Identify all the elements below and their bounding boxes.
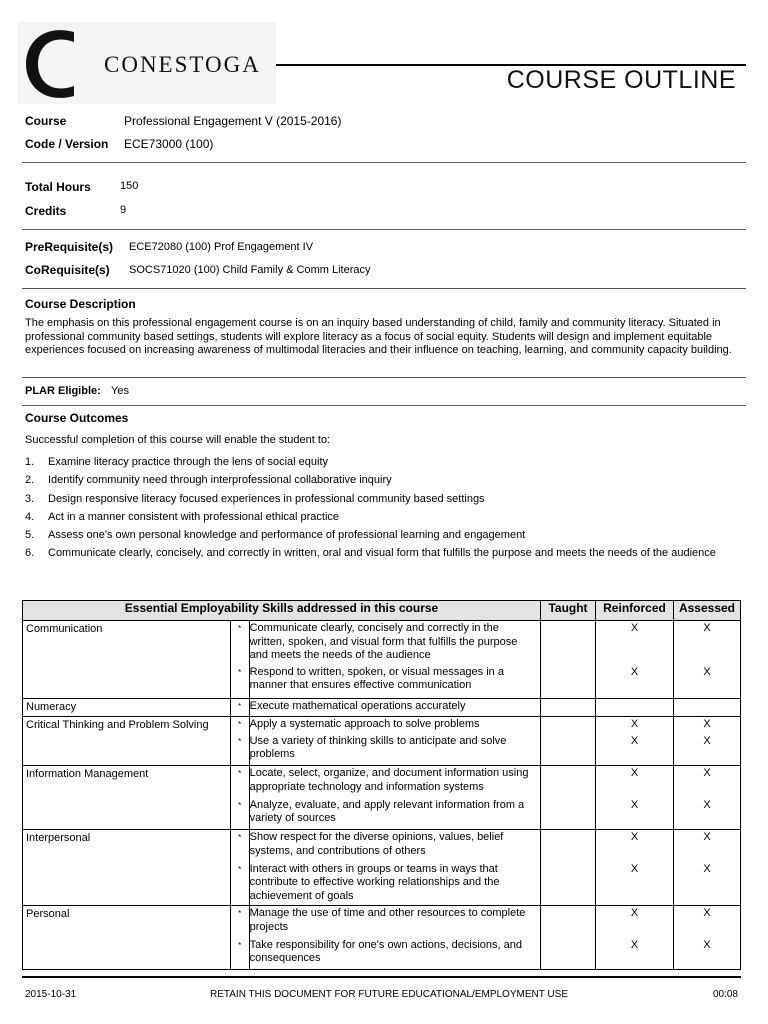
reinforced-mark bbox=[596, 699, 674, 717]
reinforced-mark: X bbox=[596, 717, 674, 734]
item-text: Assess one's own personal knowledge and performance of professional learning and engagement bbox=[48, 529, 526, 542]
assessed-mark: X bbox=[673, 798, 740, 830]
assessed-mark: X bbox=[673, 766, 740, 798]
bullet: * bbox=[230, 830, 249, 862]
taught-mark bbox=[541, 621, 596, 665]
skill-text: Manage the use of time and other resources to complete projects bbox=[249, 906, 540, 938]
course-value: Professional Engagement V (2015-2016) bbox=[124, 114, 342, 128]
list-item bbox=[25, 474, 735, 487]
item-text: Identify community need through interprofessional collaborative inquiry bbox=[48, 474, 392, 487]
reinforced-mark: X bbox=[596, 862, 674, 906]
table-row bbox=[23, 717, 741, 734]
assessed-mark: X bbox=[673, 862, 740, 906]
bullet: * bbox=[230, 665, 249, 699]
outcomes-list bbox=[25, 456, 735, 566]
taught-mark bbox=[541, 766, 596, 798]
assessed-mark: X bbox=[673, 621, 740, 665]
footer-rule bbox=[22, 976, 741, 978]
bullet: * bbox=[230, 766, 249, 798]
course-outcomes-heading: Course Outcomes bbox=[25, 411, 129, 425]
conestoga-logo bbox=[18, 22, 276, 104]
reinforced-mark: X bbox=[596, 798, 674, 830]
assessed-mark: X bbox=[673, 906, 740, 938]
skill-text: Respond to written, spoken, or visual messages in a manner that ensures effective communication bbox=[249, 665, 540, 699]
taught-mark bbox=[541, 830, 596, 862]
bullet: * bbox=[230, 699, 249, 717]
item-number: 5. bbox=[25, 529, 35, 542]
skills-column-header: Essential Employability Skills addressed in this course bbox=[23, 601, 541, 621]
divider bbox=[22, 377, 746, 378]
item-number: 4. bbox=[25, 510, 35, 523]
logo-text: CONESTOGA bbox=[104, 52, 261, 77]
course-description-text: The emphasis on this professional engagement course is on an inquiry based understanding of child, family and community literacy. Situated in professional community based settings, students will explore literacy as a focus of social equity. Students will design and implement equitable experiences focused on increasing awareness of multimodal literacies and their influence on teaching, learning, and community capacity building. bbox=[25, 317, 732, 356]
skill-area: Interpersonal bbox=[23, 830, 231, 906]
employability-skills-table bbox=[22, 600, 741, 970]
taught-mark bbox=[541, 798, 596, 830]
assessed-mark: X bbox=[673, 665, 740, 699]
reinforced-mark: X bbox=[596, 906, 674, 938]
skill-area: Information Management bbox=[23, 766, 231, 830]
item-text: Examine literacy practice through the lens of social equity bbox=[48, 456, 329, 468]
code-label: Code / Version bbox=[25, 137, 109, 151]
table-row bbox=[23, 621, 741, 665]
list-item bbox=[25, 547, 735, 560]
prerequisite-label: PreRequisite(s) bbox=[25, 240, 114, 254]
footer-time: 00:08 bbox=[712, 989, 738, 1000]
logo-c-icon bbox=[24, 28, 78, 100]
skill-text: Analyze, evaluate, and apply relevant information from a variety of sources bbox=[249, 798, 540, 830]
total-hours-label: Total Hours bbox=[25, 180, 91, 194]
assessed-column-header: Assessed bbox=[673, 601, 740, 621]
item-text: Communicate clearly, concisely, and correctly in written, oral and visual form that fulfills the purpose and meets the needs of the audience bbox=[48, 547, 716, 560]
assessed-mark: X bbox=[673, 734, 740, 766]
reinforced-mark: X bbox=[596, 830, 674, 862]
skill-text: Execute mathematical operations accurately bbox=[249, 699, 540, 717]
taught-mark bbox=[541, 665, 596, 699]
reinforced-mark: X bbox=[596, 734, 674, 766]
divider bbox=[22, 288, 746, 289]
plar-value: Yes bbox=[111, 385, 129, 397]
skill-area: Communication bbox=[23, 621, 231, 699]
item-text: Act in a manner consistent with professional ethical practice bbox=[48, 510, 340, 523]
credits-label: Credits bbox=[25, 204, 67, 218]
outcomes-intro: Successful completion of this course will enable the student to: bbox=[25, 434, 331, 446]
skill-text: Apply a systematic approach to solve problems bbox=[249, 717, 540, 734]
reinforced-mark: X bbox=[596, 665, 674, 699]
taught-mark bbox=[541, 699, 596, 717]
skill-text: Communicate clearly, concisely and correctly in the written, spoken, and visual form that fulfills the purpose and meets the needs of the audience bbox=[249, 621, 540, 665]
skill-area: Critical Thinking and Problem Solving bbox=[23, 717, 231, 766]
reinforced-mark: X bbox=[596, 938, 674, 970]
item-number: 1. bbox=[25, 456, 35, 468]
item-number: 2. bbox=[25, 474, 35, 487]
bullet: * bbox=[230, 717, 249, 734]
list-item bbox=[25, 529, 735, 542]
table-row bbox=[23, 699, 741, 717]
taught-mark bbox=[541, 734, 596, 766]
code-value: ECE73000 (100) bbox=[124, 137, 214, 151]
table-row bbox=[23, 830, 741, 862]
table-row bbox=[23, 766, 741, 798]
assessed-mark: X bbox=[673, 938, 740, 970]
item-text: Design responsive literacy focused experiences in professional community based settings bbox=[48, 492, 485, 505]
reinforced-mark: X bbox=[596, 621, 674, 665]
course-description-heading: Course Description bbox=[25, 297, 136, 311]
bullet: * bbox=[230, 938, 249, 970]
skill-area: Numeracy bbox=[23, 699, 231, 717]
item-number: 3. bbox=[25, 492, 35, 505]
prerequisite-value: ECE72080 (100) Prof Engagement IV bbox=[129, 241, 314, 253]
divider bbox=[22, 162, 746, 163]
table-header-row bbox=[23, 601, 741, 621]
corequisite-label: CoRequisite(s) bbox=[25, 263, 110, 277]
taught-mark bbox=[541, 938, 596, 970]
assessed-mark bbox=[673, 699, 740, 717]
skill-text: Locate, select, organize, and document information using appropriate technology and information systems bbox=[249, 766, 540, 798]
skill-text: Interact with others in groups or teams in ways that contribute to effective working relationships and the achievement of goals bbox=[249, 862, 540, 906]
table-row bbox=[23, 906, 741, 938]
page-title: COURSE OUTLINE bbox=[506, 66, 736, 94]
bullet: * bbox=[230, 798, 249, 830]
corequisite-value: SOCS71020 (100) Child Family & Comm Literacy bbox=[129, 264, 371, 276]
divider bbox=[22, 229, 746, 230]
plar-label: PLAR Eligible: bbox=[25, 385, 101, 397]
taught-mark bbox=[541, 906, 596, 938]
assessed-mark: X bbox=[673, 830, 740, 862]
bullet: * bbox=[230, 621, 249, 665]
taught-column-header: Taught bbox=[541, 601, 596, 621]
bullet: * bbox=[230, 906, 249, 938]
skill-text: Show respect for the diverse opinions, values, belief systems, and contributions of others bbox=[249, 830, 540, 862]
bullet: * bbox=[230, 734, 249, 766]
credits-value: 9 bbox=[120, 204, 127, 216]
footer-date: 2015-10-31 bbox=[25, 989, 77, 1000]
total-hours-value: 150 bbox=[120, 180, 139, 192]
taught-mark bbox=[541, 862, 596, 906]
course-label: Course bbox=[25, 114, 67, 128]
reinforced-mark: X bbox=[596, 766, 674, 798]
list-item bbox=[25, 511, 735, 524]
divider bbox=[22, 405, 746, 406]
taught-mark bbox=[541, 717, 596, 734]
bullet: * bbox=[230, 862, 249, 906]
list-item bbox=[25, 493, 735, 506]
list-item bbox=[25, 456, 735, 469]
skill-text: Take responsibility for one's own actions, decisions, and consequences bbox=[249, 938, 540, 970]
footer-notice: RETAIN THIS DOCUMENT FOR FUTURE EDUCATIONAL/EMPLOYMENT USE bbox=[210, 989, 568, 1000]
item-number: 6. bbox=[25, 547, 35, 560]
skill-area: Personal bbox=[23, 906, 231, 970]
reinforced-column-header: Reinforced bbox=[596, 601, 674, 621]
skill-text: Use a variety of thinking skills to anticipate and solve problems bbox=[249, 734, 540, 766]
assessed-mark: X bbox=[673, 717, 740, 734]
